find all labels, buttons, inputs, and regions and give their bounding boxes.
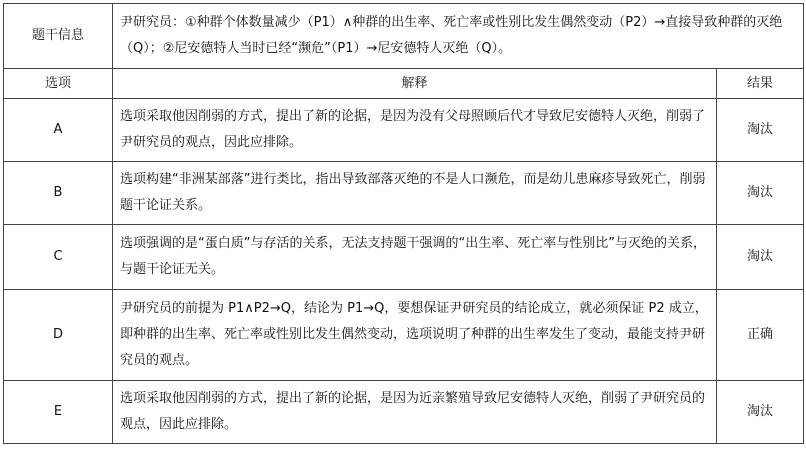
option-label: E	[4, 381, 113, 444]
info-label: 题干信息	[4, 4, 113, 69]
table-row	[4, 290, 804, 381]
header-row	[4, 69, 804, 99]
info-text: 尹研究员：①种群个体数量减少（P1）∧种群的出生率、死亡率或性别比发生偶然变动（P2）→直接导致种群的灭绝（Q）；②尼安德特人当时已经“濒危”（P1）→尼安德特人灭绝（Q）。	[113, 4, 804, 69]
table-row	[4, 381, 804, 444]
option-label: D	[4, 290, 113, 381]
option-label: B	[4, 162, 113, 225]
analysis-table	[3, 3, 804, 444]
table-row	[4, 162, 804, 225]
option-explanation: 选项采取他因削弱的方式，提出了新的论据，是因为没有父母照顾后代才导致尼安德特人灭绝，削弱了尹研究员的观点，因此应排除。	[113, 99, 717, 162]
option-result: 淘汰	[717, 225, 804, 290]
header-result: 结果	[717, 69, 804, 99]
option-result: 淘汰	[717, 162, 804, 225]
info-row	[4, 4, 804, 69]
option-label: A	[4, 99, 113, 162]
header-option: 选项	[4, 69, 113, 99]
option-explanation: 尹研究员的前提为 P1∧P2→Q，结论为 P1→Q，要想保证尹研究员的结论成立，就必须保证 P2 成立，即种群的出生率、死亡率或性别比发生偶然变动，选项说明了种群的出生率发生了变动，最能支持尹研究员的观点。	[113, 290, 717, 381]
option-result: 淘汰	[717, 381, 804, 444]
table-row	[4, 225, 804, 290]
option-explanation: 选项构建“非洲某部落”进行类比，指出导致部落灭绝的不是人口濒危，而是幼儿患麻疹导致死亡，削弱题干论证关系。	[113, 162, 717, 225]
option-explanation: 选项强调的是“蛋白质”与存活的关系，无法支持题干强调的“出生率、死亡率与性别比”与灭绝的关系，与题干论证无关。	[113, 225, 717, 290]
option-result: 正确	[717, 290, 804, 381]
option-result: 淘汰	[717, 99, 804, 162]
option-explanation: 选项采取他因削弱的方式，提出了新的论据，是因为近亲繁殖导致尼安德特人灭绝，削弱了尹研究员的观点，因此应排除。	[113, 381, 717, 444]
table-row	[4, 99, 804, 162]
header-explanation: 解释	[113, 69, 717, 99]
option-label: C	[4, 225, 113, 290]
